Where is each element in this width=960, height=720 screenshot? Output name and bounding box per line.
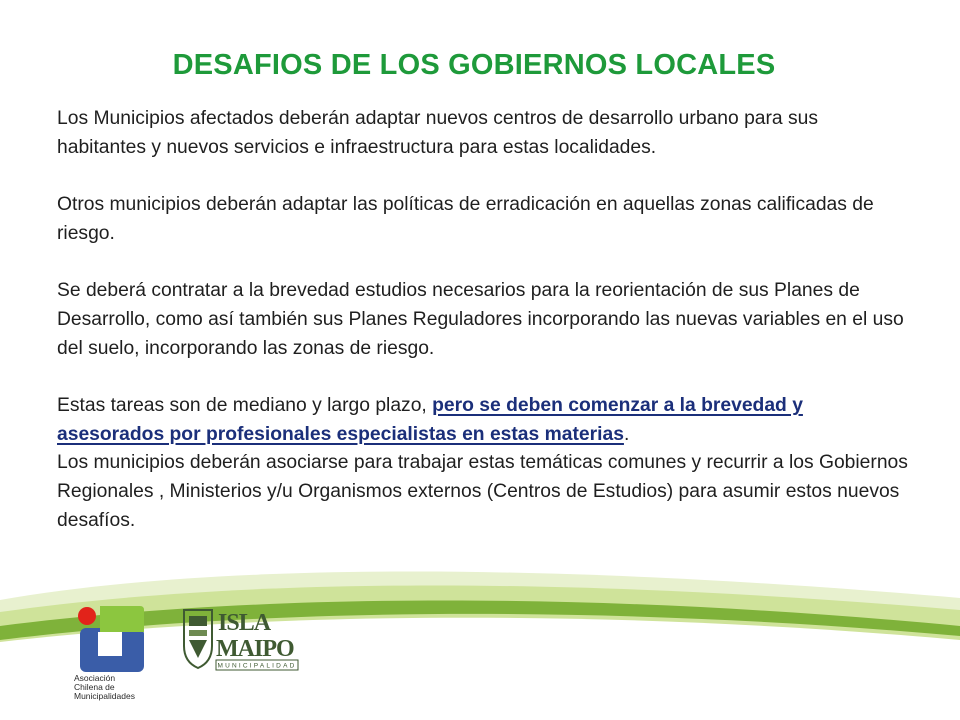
isla-de-maipo-logo [180,606,300,672]
slide-body [57,105,909,535]
paragraph-1: Los Municipios afectados deberán adaptar nuevos centros de desarrollo urbano para sus habitantes y nuevos servicios e infraestructura para estas localidades. [57,108,819,158]
paragraph-3: Se deberá contratar a la brevedad estudios necesarios para la reorientación de sus Planes de Desarrollo, como así también sus Planes Reguladores incorporando las nuevas variables en el uso del suelo, incorporando las zonas de riesgo. [57,280,904,359]
acm-logo-text [74,674,154,701]
paragraph-4-period: . [623,423,630,445]
paragraph-2: Otros municipios deberán adaptar las políticas de erradicación en aquellas zonas calificadas de riesgo. [57,194,874,244]
acm-line-3: Municipalidades [74,691,135,701]
svg-text:MAIPO: MAIPO [216,636,294,662]
isla-sub-label: MUNICIPALIDAD [217,662,297,670]
slide-title: DESAFIOS DE LOS GOBIERNOS LOCALES [172,49,776,81]
acm-logo-mark [74,602,154,674]
coat-of-arms-icon [184,610,212,668]
acm-line-2: Chilena de [74,682,115,692]
paragraph-4 [57,392,909,535]
svg-text:ISLA: ISLA [218,610,271,636]
highlighted-text: pero se deben comenzar a la brevedad y asesorados por profesionales especialistas en estas materias [57,395,803,445]
paragraph-4-rest: Los municipios deberán asociarse para trabajar estas temáticas comunes y recurrir a los Gobiernos Regionales , Ministerios y/u Organismos externos (Centros de Estudios) para asumir estos nuevos desafíos. [57,452,908,531]
acm-line-1: Asociación [74,673,116,683]
isla-wordmark-graphic [216,610,294,662]
acm-logo [74,602,154,710]
paragraph-4-intro: Estas tareas son de mediano y largo plazo, [57,395,433,417]
